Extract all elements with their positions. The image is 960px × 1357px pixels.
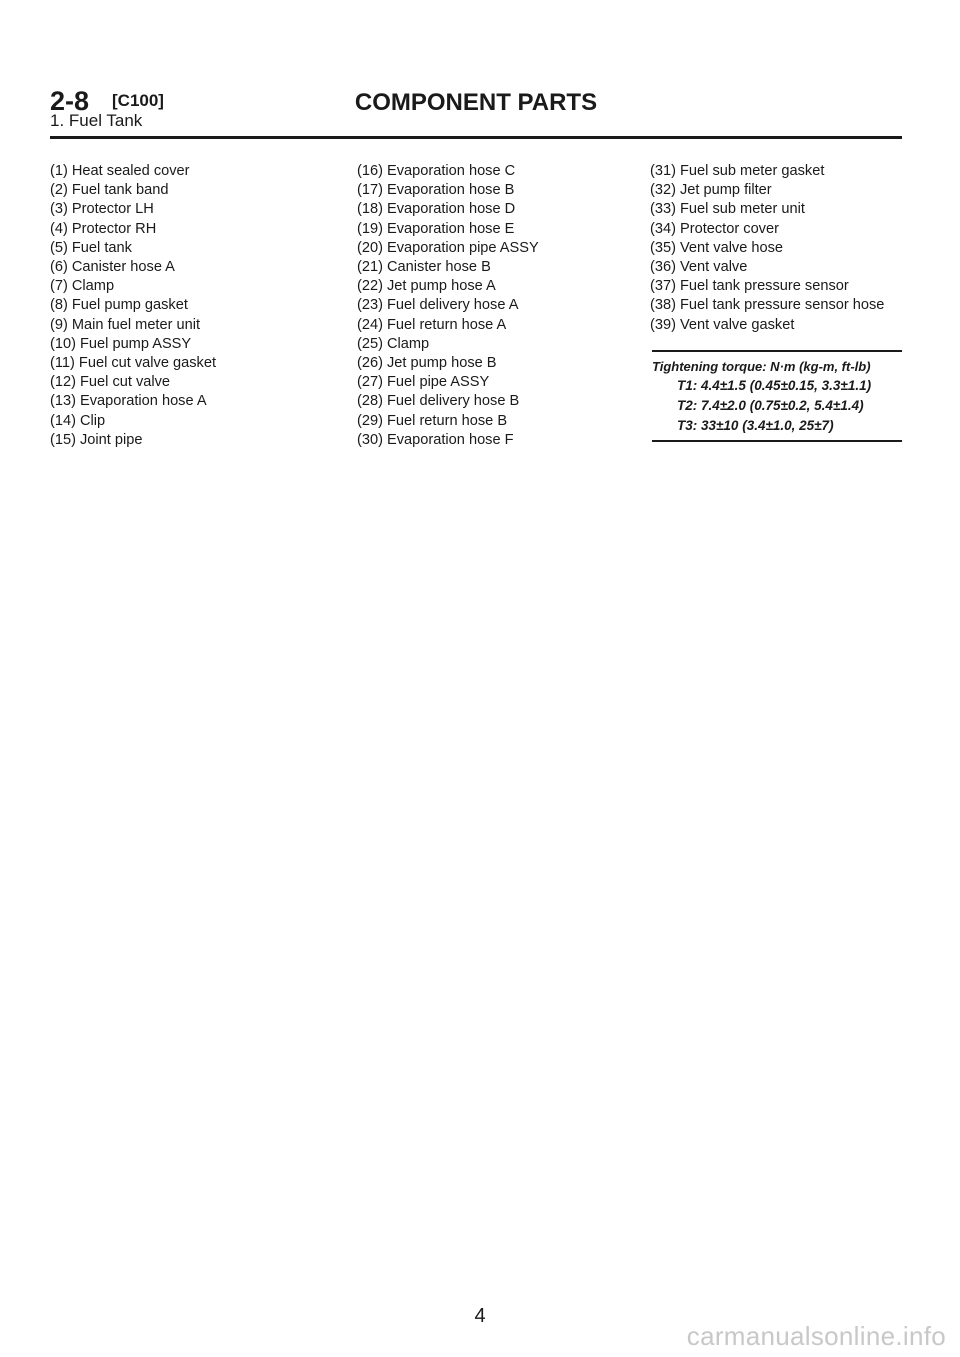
list-item: (26) Jet pump hose B (357, 355, 497, 372)
list-item: (6) Canister hose A (50, 259, 175, 276)
page-header (50, 84, 902, 138)
page-subtitle: 1. Fuel Tank (50, 111, 143, 130)
list-item: (11) Fuel cut valve gasket (50, 355, 217, 372)
list-item: (18) Evaporation hose D (357, 201, 516, 218)
parts-list-column-1 (50, 162, 330, 450)
page-title: COMPONENT PARTS (354, 89, 598, 116)
list-item: (9) Main fuel meter unit (50, 316, 201, 333)
header-rule (50, 136, 902, 139)
list-item: (23) Fuel delivery hose A (357, 297, 519, 314)
list-item: (16) Evaporation hose C (357, 163, 516, 179)
list-item: (21) Canister hose B (357, 259, 491, 276)
list-item: (5) Fuel tank (50, 239, 132, 256)
list-item: (35) Vent valve hose (650, 239, 784, 256)
list-item: (13) Evaporation hose A (50, 393, 207, 410)
list-item: (2) Fuel tank band (50, 182, 169, 199)
section-code: [C100] (112, 91, 164, 110)
list-item: (17) Evaporation hose B (357, 182, 515, 199)
list-item: (39) Vent valve gasket (650, 316, 795, 333)
list-item: (38) Fuel tank pressure sensor hose (650, 297, 885, 314)
list-item: (4) Protector RH (50, 220, 157, 237)
list-item: (28) Fuel delivery hose B (357, 393, 520, 410)
torque-box (652, 350, 902, 442)
list-item: (27) Fuel pipe ASSY (357, 374, 490, 391)
list-item: (15) Joint pipe (50, 431, 143, 448)
list-item: (7) Clamp (50, 278, 115, 295)
torque-bottom-rule (652, 440, 902, 442)
list-item: (34) Protector cover (650, 220, 779, 237)
list-item: (33) Fuel sub meter unit (650, 201, 805, 218)
list-item: (31) Fuel sub meter gasket (650, 163, 825, 179)
list-item: (24) Fuel return hose A (357, 316, 507, 333)
list-item: (32) Jet pump filter (650, 182, 772, 199)
parts-list-column-3 (650, 162, 930, 335)
list-item: (20) Evaporation pipe ASSY (357, 239, 539, 256)
watermark: carmanualsonline.info (686, 1321, 946, 1351)
list-item: (10) Fuel pump ASSY (50, 335, 192, 352)
torque-item: T2: 7.4±2.0 (0.75±0.2, 5.4±1.4) (677, 398, 864, 413)
list-item: (14) Clip (50, 412, 106, 429)
section-number: 2-8 (50, 86, 90, 116)
parts-list-column-2 (357, 162, 637, 450)
list-item: (3) Protector LH (50, 201, 154, 218)
page-number: 4 (474, 1305, 486, 1327)
list-item: (12) Fuel cut valve (50, 374, 171, 391)
list-item: (25) Clamp (357, 335, 430, 352)
list-item: (29) Fuel return hose B (357, 412, 508, 429)
torque-item: T1: 4.4±1.5 (0.45±0.15, 3.3±1.1) (677, 378, 872, 393)
torque-heading: Tightening torque: N·m (kg-m, ft-lb) (652, 359, 871, 374)
list-item: (8) Fuel pump gasket (50, 297, 188, 314)
list-item: (19) Evaporation hose E (357, 220, 515, 237)
list-item: (30) Evaporation hose F (357, 431, 514, 448)
list-item: (1) Heat sealed cover (50, 163, 190, 179)
torque-top-rule (652, 350, 902, 352)
torque-item: T3: 33±10 (3.4±1.0, 25±7) (677, 418, 834, 433)
list-item: (22) Jet pump hose A (357, 278, 496, 295)
list-item: (37) Fuel tank pressure sensor (650, 278, 849, 295)
list-item: (36) Vent valve (650, 259, 748, 276)
